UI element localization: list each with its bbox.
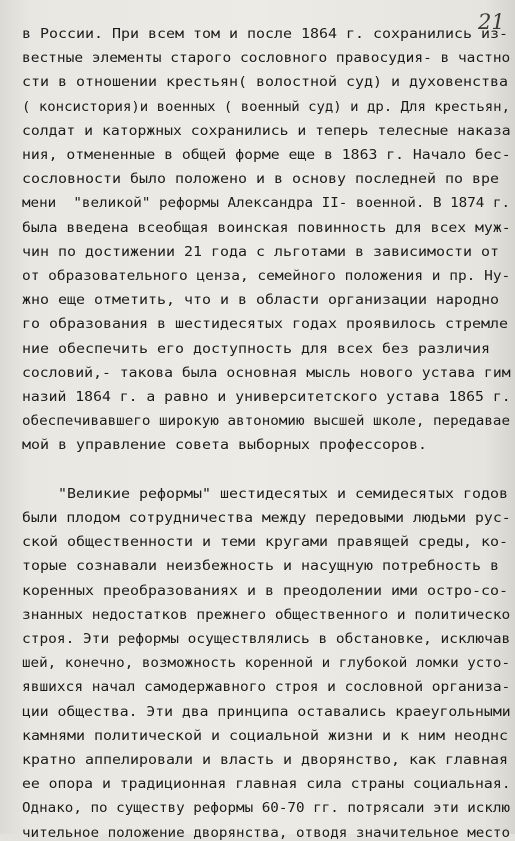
text-line: назий 1864 г. а равно и университетского устава 1865 г.	[22, 390, 511, 405]
text-line: чин по достижении 21 года с льготами в зависимости от	[22, 244, 500, 260]
text-line: ние обеспечить его доступность для всех без различия	[22, 341, 491, 357]
text-line: обеспечивавшего широкую автономию высшей школе, передавае	[22, 414, 511, 430]
text-line: мой в управление совета выборных профессоров.	[22, 438, 428, 454]
text-line: ния, отмененные в общей форме еще в 1863 г. Начало бес-	[22, 148, 511, 163]
text-line: была введена всеобщая воинская повинность для всех муж-	[22, 220, 511, 236]
text-line: "Великие реформы" шестидесятых и семидесятых годов	[22, 486, 509, 502]
text-line: сословности было положено и в основу последней по вре	[22, 172, 500, 188]
page-number: 21	[478, 10, 505, 34]
text-line: жно еще отметить, что и в области организации народно	[22, 293, 500, 309]
text-line: строя. Эти реформы осуществлялись в обстановке, исключав	[22, 632, 511, 647]
text-line: в России. При всем том и после 1864 г. сохранились из-	[22, 27, 509, 42]
text-line: кратно аппелировали и власть и дворянство, как главная	[22, 753, 509, 768]
text-line: ее опора и традиционная главная сила страны социальная.	[22, 777, 511, 793]
text-line: камнями политической и социальной жизни и к ним неоднс	[22, 728, 509, 744]
text-line: знанных недостатков прежнего общественного и политическо	[22, 607, 511, 623]
text-line: солдат и каторжных сохранились и теперь телесные наказа	[22, 123, 511, 139]
text-line: были плодом сотрудничества между передовыми людьми рус-	[22, 511, 511, 526]
text-line: коренных преобразованиях и в преодолении ими остро-со-	[22, 583, 509, 599]
text-line: го образования в шестидесятых годах проявилось стремле	[22, 317, 509, 333]
text-line: ской общественности и теми кругами правящей среды, ко-	[22, 535, 509, 551]
text-line: мени "великой" реформы Александра II- военной. В 1874 г.	[22, 196, 511, 212]
text-line: явшихся начал самодержавного строя и сословной организа-	[22, 680, 511, 696]
text-line: чительное положение дворянства, отводя значительное место	[22, 825, 511, 841]
text-line: вестные элементы старого сословного правосудия- в частно	[22, 51, 511, 67]
text-line: сословий,- такова была основная мысль нового устава гим	[22, 365, 511, 381]
text-line: торые сознавали неизбежность и насущную потребность в	[22, 559, 500, 575]
text-line: Однако, по существу реформы 60-70 гг. потрясали эти исклю	[22, 801, 511, 817]
text-line: сти в отношении крестьян( волостной суд) и духовенства	[22, 75, 509, 91]
text-line: от образовательного ценза, семейного положения и пр. Ну-	[22, 269, 511, 284]
text-line: шей, конечно, возможность коренной и глубокой ломки усто-	[22, 656, 511, 672]
text-line: ции общества. Эти два принципа оставались краеугольными	[22, 704, 511, 720]
text-line: ( консистория)и военных ( военный суд) и др. Для крестьян,	[22, 99, 510, 115]
